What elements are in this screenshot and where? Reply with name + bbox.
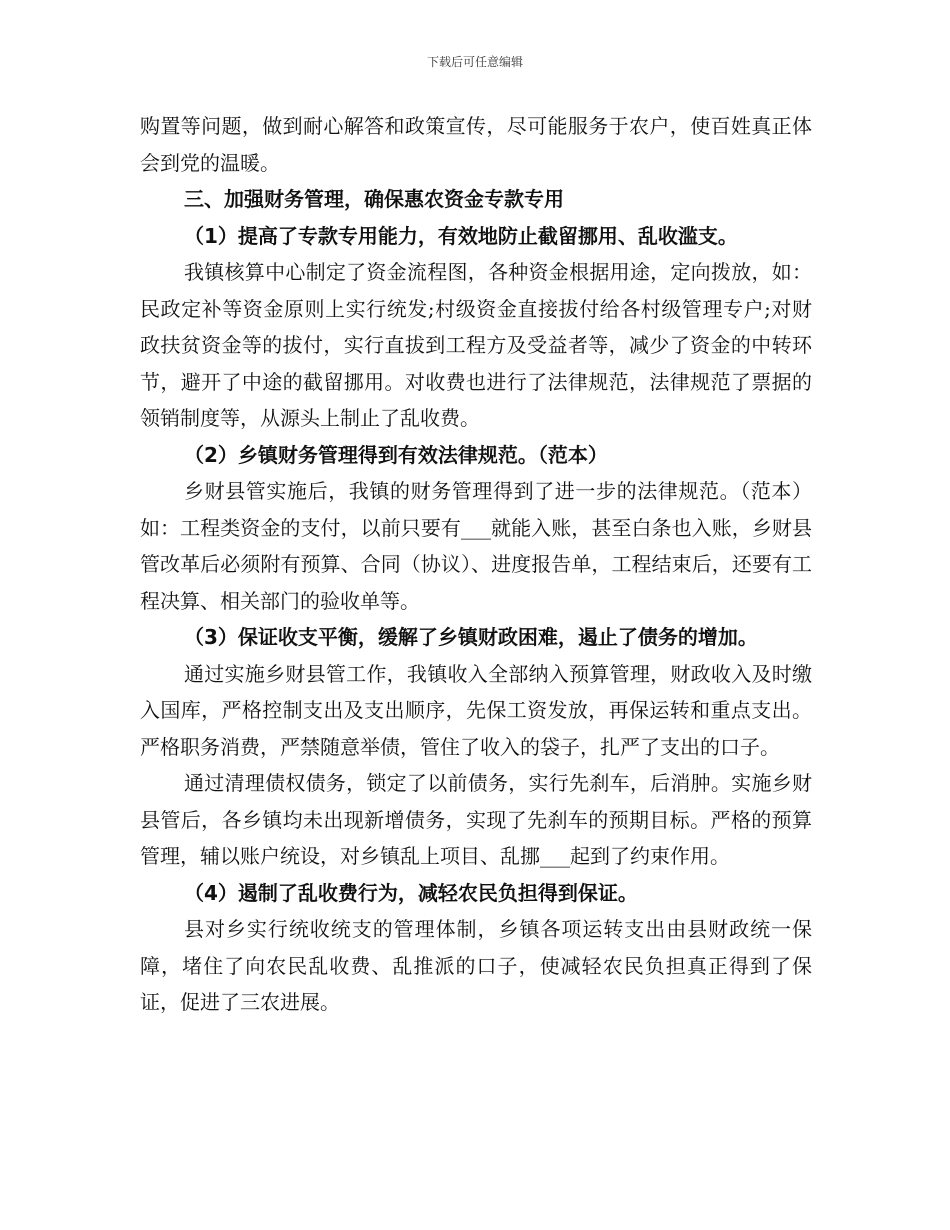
paragraph-finance-regulation: 乡财县管实施后，我镇的财务管理得到了进一步的法律规范。（范本）如：工程类资金的支付，以前只要有___就能入账，甚至白条也入账，乡财县管改革后必须附有预算、合同（协议）、进度报告单，工程结束后，还要有工程决算、相关部门的验收单等。 bbox=[140, 479, 812, 613]
section-heading-3: 三、加强财务管理，确保惠农资金专款专用 bbox=[184, 187, 564, 211]
page-header-note: 下载后可任意编辑 bbox=[426, 55, 523, 69]
paragraph-budget-balance: 通过实施乡财县管工作，我镇收入全部纳入预算管理，财政收入及时缴入国库，严格控制支出及支出顺序，先保工资发放，再保运转和重点支出。严格职务消费，严禁随意举债，管住了收入的袋子，扎严了支出的口子。 bbox=[140, 661, 812, 759]
subheading-4: （4）遏制了乱收费行为，减轻农民负担得到保证。 bbox=[184, 880, 638, 905]
document-body bbox=[140, 108, 812, 1021]
paragraph-fund-flow: 我镇核算中心制定了资金流程图，各种资金根据用途，定向拨放，如：民政定补等资金原则上实行统发;村级资金直接拔付给各村级管理专户;对财政扶贫资金等的拔付，实行直拔到工程方及受益者等，减少了资金的中转环节，避开了中途的截留挪用。对收费也进行了法律规范，法律规范了票据的领销制度等，从源头上制止了乱收费。 bbox=[140, 260, 812, 430]
paragraph-continuation: 购置等问题，做到耐心解答和政策宣传，尽可能服务于农户，使百姓真正体会到党的温暖。 bbox=[140, 114, 812, 175]
subheading-3: （3）保证收支平衡，缓解了乡镇财政困难，遏止了债务的增加。 bbox=[184, 625, 758, 649]
paragraph-debt-control: 通过清理债权债务，锁定了以前债务，实行先刹车，后消肿。实施乡财县管后，各乡镇均未出现新增债务，实现了先刹车的预期目标。严格的预算管理，辅以账户统设，对乡镇乱上项目、乱挪___起到了约束作用。 bbox=[140, 771, 812, 868]
subheading-1: （1）提高了专款专用能力，有效地防止截留挪用、乱收滥支。 bbox=[184, 223, 738, 248]
subheading-2: （2）乡镇财务管理得到有效法律规范。（范本） bbox=[184, 442, 608, 467]
paragraph-farmer-burden: 县对乡实行统收统支的管理体制，乡镇各项运转支出由县财政统一保障，堵住了向农民乱收费、乱推派的口子，使减轻农民负担真正得到了保证，促进了三农进展。 bbox=[140, 917, 812, 1014]
